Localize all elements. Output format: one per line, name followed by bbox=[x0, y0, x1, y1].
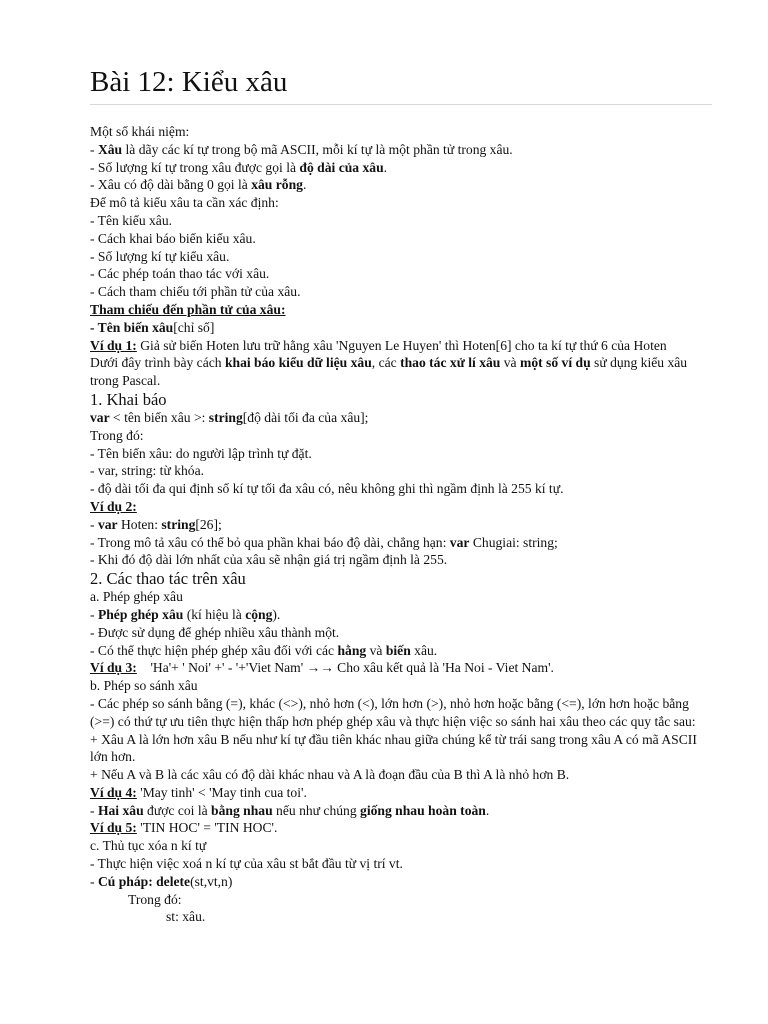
page-title: Bài 12: Kiểu xâu bbox=[90, 62, 712, 105]
line: - Cách khai báo biến kiểu xâu. bbox=[90, 230, 256, 246]
line: Ví dụ 2: bbox=[90, 498, 137, 514]
line: - Xâu là dãy các kí tự trong bộ mã ASCII, mỗi kí tự là một phần tử trong xâu. bbox=[90, 141, 513, 157]
line: - Xâu có độ dài bằng 0 gọi là xâu rỗng. bbox=[90, 177, 307, 193]
document-body bbox=[90, 123, 712, 926]
line: Trong đó: bbox=[128, 891, 182, 907]
line: - Phép ghép xâu (kí hiệu là cộng). bbox=[90, 606, 281, 622]
line: - Hai xâu được coi là bằng nhau nếu như chúng giống nhau hoàn toàn. bbox=[90, 802, 490, 818]
line: Ví dụ 4: 'May tinh' < 'May tinh cua toi'. bbox=[90, 784, 307, 800]
line: - độ dài tối đa qui định số kí tự tối đa xâu có, nêu không ghi thì ngầm định là 255 kí tự. bbox=[90, 481, 564, 497]
section-heading: 1. Khai báo bbox=[90, 389, 167, 409]
line: Để mô tả kiểu xâu ta cần xác định: bbox=[90, 195, 279, 211]
line: b. Phép so sánh xâu bbox=[90, 678, 198, 694]
line: Trong đó: bbox=[90, 427, 144, 443]
line: Ví dụ 3: 'Ha'+ ' Noi' +' - '+'Viet Nam' →→ Cho xâu kết quả là 'Ha Noi - Viet Nam'. bbox=[90, 660, 554, 676]
document-page bbox=[90, 62, 712, 926]
line: - Được sử dụng để ghép nhiều xâu thành một. bbox=[90, 624, 340, 640]
line: Ví dụ 1: Giả sử biến Hoten lưu trữ hằng xâu 'Nguyen Le Huyen' thì Hoten[6] cho ta kí tự thứ 6 của Hoten bbox=[90, 337, 667, 353]
line: - Tên kiểu xâu. bbox=[90, 212, 173, 228]
line: + Xâu A là lớn hơn xâu B nếu như kí tự đầu tiên khác nhau giữa chúng kể từ trái sang trong xâu A có mã ASCII lớn hơn. bbox=[90, 731, 697, 765]
line: - Thực hiện việc xoá n kí tự của xâu st bắt đầu từ vị trí vt. bbox=[90, 856, 403, 872]
line: Ví dụ 5: 'TIN HOC' = 'TIN HOC'. bbox=[90, 820, 278, 836]
line: - Tên biến xâu[chỉ số] bbox=[90, 319, 215, 335]
line: Một số khái niệm: bbox=[90, 124, 190, 139]
line: - var Hoten: string[26]; bbox=[90, 516, 222, 532]
line: - var, string: từ khóa. bbox=[90, 463, 205, 479]
line: st: xâu. bbox=[166, 909, 206, 925]
line: - Có thể thực hiện phép ghép xâu đối với các hằng và biến xâu. bbox=[90, 642, 438, 658]
line: - Cách tham chiếu tới phần tử của xâu. bbox=[90, 284, 301, 300]
line: Dưới đây trình bày cách khai báo kiểu dữ liệu xâu, các thao tác xử lí xâu và một số ví dụ sử dụng kiểu xâu trong Pascal. bbox=[90, 355, 688, 389]
line: - Các phép so sánh bằng (=), khác (<>), nhỏ hơn (<), lớn hơn (>), nhỏ hơn hoặc bằng (<=), lớn hơn hoặc bằng (>=) có thứ tự ưu tiên thực hiện thấp hơn phép ghép xâu và thực hiện việc so sánh hai xâu theo các quy tắc sau: bbox=[90, 695, 696, 729]
line: Tham chiếu đến phần tử của xâu: bbox=[90, 301, 286, 317]
line: - Trong mô tả xâu có thể bỏ qua phần khai báo độ dài, chẳng hạn: var Chugiai: string; bbox=[90, 534, 558, 550]
line: + Nếu A và B là các xâu có độ dài khác nhau và A là đoạn đầu của B thì A là nhỏ hơn B. bbox=[90, 767, 570, 783]
line: - Cú pháp: delete(st,vt,n) bbox=[90, 873, 233, 889]
line: - Tên biến xâu: do người lập trình tự đặt. bbox=[90, 445, 312, 461]
line: var < tên biến xâu >: string[độ dài tối đa của xâu]; bbox=[90, 409, 369, 425]
line: c. Thủ tục xóa n kí tự bbox=[90, 838, 207, 854]
line: a. Phép ghép xâu bbox=[90, 589, 183, 605]
section-heading: 2. Các thao tác trên xâu bbox=[90, 569, 246, 589]
line: - Các phép toán thao tác với xâu. bbox=[90, 266, 270, 282]
line: - Số lượng kí tự kiểu xâu. bbox=[90, 248, 230, 264]
line: - Khi đó độ dài lớn nhất của xâu sẽ nhận giá trị ngầm định là 255. bbox=[90, 552, 448, 568]
line: - Số lượng kí tự trong xâu được gọi là độ dài của xâu. bbox=[90, 159, 388, 175]
